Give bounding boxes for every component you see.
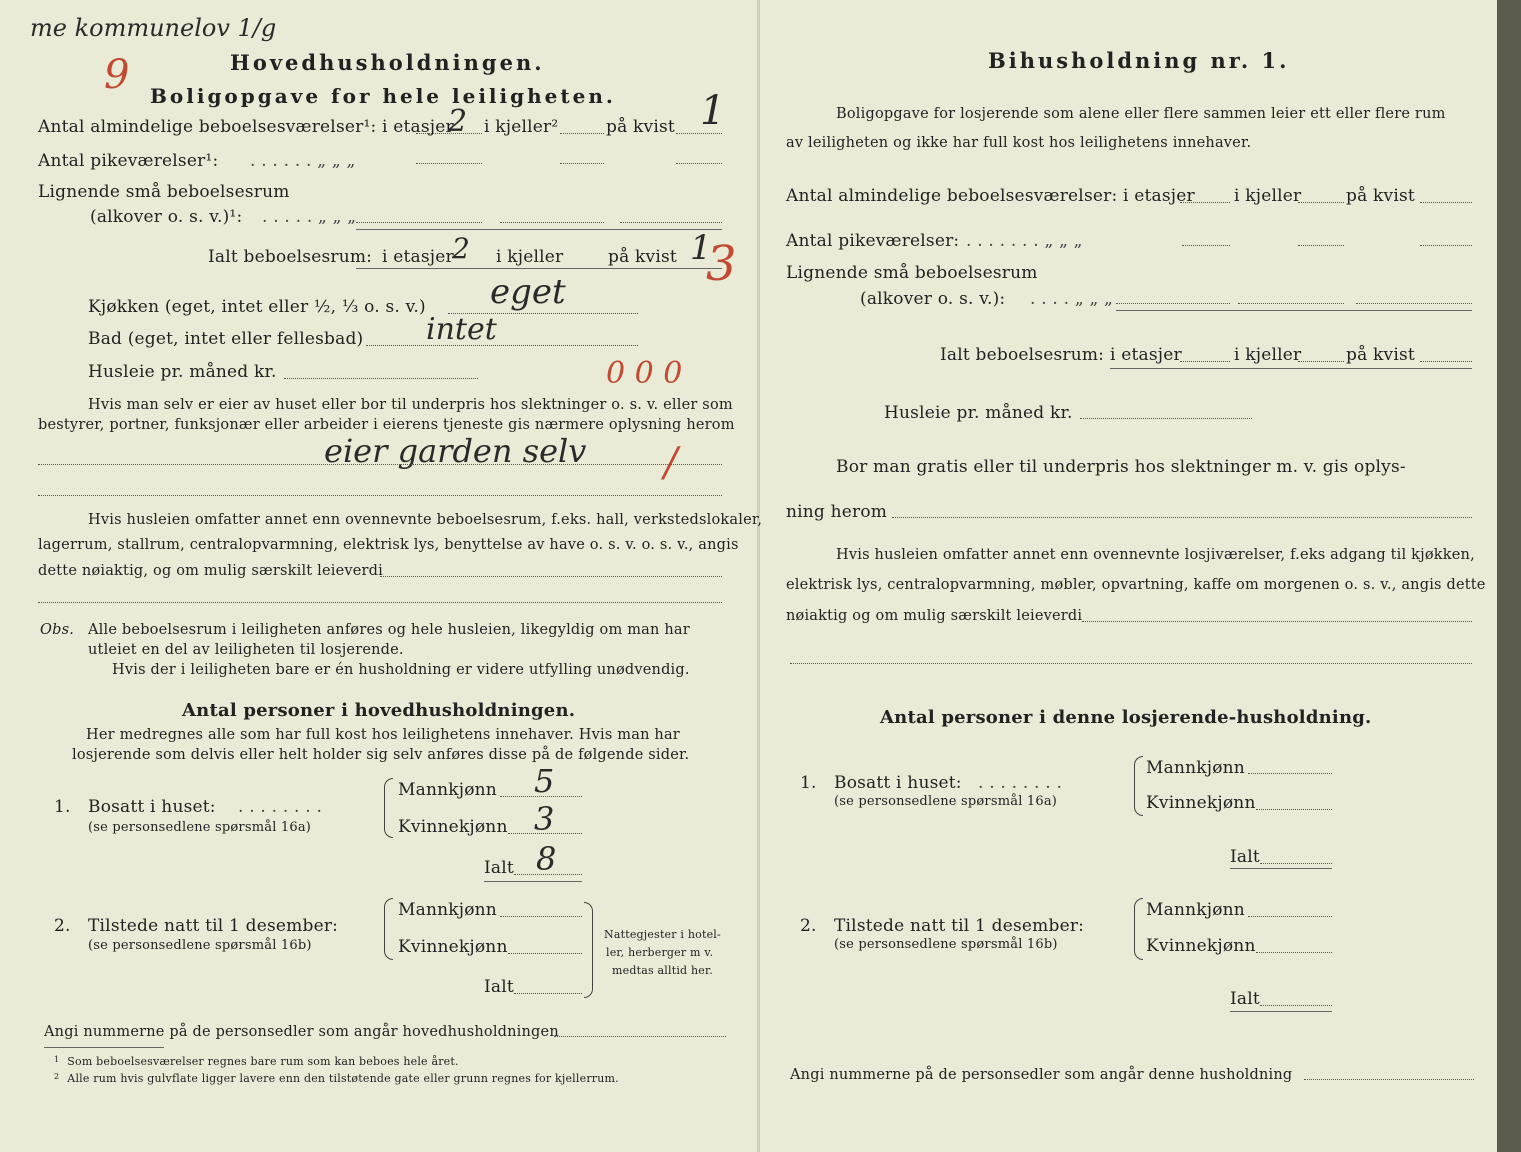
right-q1-sub: (se personsedlene spørsmål 16a) [834,794,1058,809]
dots: . . . . . . „ „ „ [250,151,356,171]
left-ialt-label: Ialt beboelsesrum: [208,247,373,267]
left-eier-field-1[interactable] [38,464,722,465]
left-nattegjester-1: Nattegjester i hotel- [604,928,721,941]
sum-rule [356,229,722,230]
right-q1-ialt-label: Ialt [1230,847,1260,867]
right-q1-mann-field[interactable] [1248,773,1332,774]
right-ialt-kvist-field[interactable] [1420,361,1472,362]
dots: . . . . . . . „ „ „ [966,231,1083,251]
left-eier-text-1: Hvis man selv er eier av huset eller bor til underpris hos slektninger o. s. v. eller som [88,397,733,413]
right-row1-kjeller-field[interactable] [1298,202,1344,203]
right-ialt-etasjer: i etasjer [1110,345,1182,365]
dots: . . . . . . . . [978,773,1063,793]
left-q2-ialt-label: Ialt [484,977,514,997]
right-ialt-kvist: på kvist [1346,345,1415,365]
left-row1-label: Antal almindelige beboelsesværelser¹: i etasjer [38,117,454,137]
right-angi: Angi nummerne på de personsedler som angår denne husholdning [790,1067,1293,1083]
handwritten-note: me kommunelov 1/g [30,14,277,42]
sum-rule [1116,310,1472,311]
handwritten-number: 9 [104,52,130,98]
left-q2-kvinne-label: Kvinnekjønn [398,937,508,957]
right-row1-kjeller: i kjeller [1234,186,1302,206]
left-row2-label: Antal pikeværelser¹: [38,151,219,171]
red-mark: / [664,440,678,486]
right-row3-label-a: Lignende små beboelsesrum [786,263,1038,283]
right-row3-label-b: (alkover o. s. v.): [860,289,1006,309]
right-q2-kvinne-field[interactable] [1256,952,1332,953]
left-obs-3: Hvis der i leiligheten bare er én husholdning er videre utfylling unødvendig. [112,662,690,678]
dots: . . . . . . . . [238,797,323,817]
right-q1-num: 1. [800,773,817,793]
left-bad-field[interactable] [366,345,638,346]
right-intro-1: Boligopgave for losjerende som alene eller flere sammen leier ett eller flere rum [836,106,1446,122]
left-footnote-2: $^2$ Alle rum hvis gulvflate ligger lavere enn den tilstøtende gate eller grunn regnes for kjellerrum. [54,1072,619,1085]
right-row3-kvist-field[interactable] [1356,303,1472,304]
right-gratis-2: ning herom [786,502,888,522]
left-nattegjester-2: ler, herberger m v. [606,946,714,959]
right-q2-kvinne-label: Kvinnekjønn [1146,936,1256,956]
left-obs-2: utleiet en del av leiligheten til losjerende. [88,642,404,658]
left-row1-etasjer-value: 2 [448,104,468,139]
left-husleie-field[interactable] [284,378,478,379]
left-row2-kvist-field[interactable] [676,163,722,164]
right-row2-kvist-field[interactable] [1420,245,1472,246]
right-omfatter-2: elektrisk lys, centralopvarmning, møbler, opvartning, kaffe om morgenen o. s. v., angis dette [786,577,1486,593]
left-husleie-label: Husleie pr. måned kr. [88,362,277,382]
right-row1-etasjer-field[interactable] [1180,202,1230,203]
left-omfatter-1: Hvis husleien omfatter annet enn ovennevnte beboelsesrum, f.eks. hall, verkstedslokaler, [88,512,763,528]
scan-edge [1497,0,1521,1152]
left-eier-value: eier garden selv [324,432,587,470]
ialt-underline [1110,368,1472,369]
right-row3-etasjer-field[interactable] [1116,303,1230,304]
left-angi-field[interactable] [554,1036,726,1037]
right-ialt-etasjer-field[interactable] [1180,361,1230,362]
left-q1-kvinne-value: 3 [534,800,555,838]
left-q2-mann-label: Mannkjønn [398,900,497,920]
left-q2-num: 2. [54,916,71,936]
left-persons-1: Her medregnes alle som har full kost hos leilighetens innehaver. Hvis man har [86,727,680,743]
right-omfatter-3: nøiaktig og om mulig særskilt leieverdi [786,608,1083,624]
right-q2-label: Tilstede natt til 1 desember: [834,916,1085,936]
left-husleie-value: 0 0 0 [606,356,683,391]
rule [1230,868,1332,869]
left-row1-kvist-value: 1 [700,88,726,134]
rule [1230,1011,1332,1012]
right-row1-kvist-field[interactable] [1420,202,1472,203]
left-row3-kjeller-field[interactable] [500,222,604,223]
left-q2-kvinne-field[interactable] [508,953,582,954]
ialt-underline [356,268,722,269]
right-q2-ialt-field[interactable] [1260,1005,1332,1006]
left-row1-kjeller-field[interactable] [560,133,604,134]
right-q2-num: 2. [800,916,817,936]
right-row2-label: Antal pikeværelser: [786,231,960,251]
left-persons-title: Antal personer i hovedhusholdningen. [182,700,576,721]
right-row3-kjeller-field[interactable] [1238,303,1344,304]
left-ialt-red-correction: 3 [706,236,737,292]
right-omfatter-field-1[interactable] [1082,621,1472,622]
left-kjokken-label: Kjøkken (eget, intet eller ½, ⅓ o. s. v.) [88,297,426,317]
left-q1-label: Bosatt i huset: [88,797,216,817]
left-omfatter-3: dette nøiaktig, og om mulig særskilt leieverdi [38,563,383,579]
left-bad-label: Bad (eget, intet eller fellesbad) [88,329,364,349]
right-q2-ialt-label: Ialt [1230,989,1260,1009]
right-q1-kvinne-field[interactable] [1256,809,1332,810]
left-omfatter-field-1[interactable] [380,576,722,577]
left-ialt-kvist-value: 1 [690,228,712,268]
right-q2-sub: (se personsedlene spørsmål 16b) [834,937,1058,952]
left-row1-kvist-label: på kvist [606,117,675,137]
right-ialt-kjeller: i kjeller [1234,345,1302,365]
right-husleie-label: Husleie pr. måned kr. [884,403,1073,423]
right-q2-mann-field[interactable] [1248,916,1332,917]
left-q1-sub: (se personsedlene spørsmål 16a) [88,820,312,835]
left-row3-label-a: Lignende små beboelsesrum [38,182,290,202]
left-q2-ialt-field[interactable] [514,993,582,994]
right-q1-brace [1134,756,1143,816]
left-bad-value: intet [426,312,497,347]
left-row3-etasjer-field[interactable] [356,222,482,223]
right-title: Bihusholdning nr. 1. [988,48,1290,73]
right-gratis-1: Bor man gratis eller til underpris hos slektninger m. v. gis oplys- [836,457,1406,477]
right-ialt-kjeller-field[interactable] [1298,361,1344,362]
left-q1-mann-value: 5 [534,762,555,800]
left-ialt-etasjer-value: 2 [452,232,470,265]
left-q2-brace [384,898,393,960]
left-row2-etasjer-field[interactable] [416,163,482,164]
right-q1-mann-label: Mannkjønn [1146,758,1245,778]
left-q1-mann-label: Mannkjønn [398,780,497,800]
right-omfatter-1: Hvis husleien omfatter annet enn ovennevnte losjiværelser, f.eks adgang til kjøkken, [836,547,1475,563]
left-kjokken-value: eget [490,272,566,312]
right-row2-etasjer-field[interactable] [1182,245,1230,246]
right-persons-title: Antal personer i denne losjerende-husholdning. [880,707,1372,728]
dots: . . . . „ „ „ [1030,289,1114,309]
left-ialt-kjeller: i kjeller [496,247,564,267]
page-fold [757,0,760,1152]
left-q1-kvinne-label: Kvinnekjønn [398,817,508,837]
left-row3-label-b: (alkover o. s. v.)¹: [90,207,243,227]
right-ialt-label: Ialt beboelsesrum: [940,345,1105,365]
left-q1-ialt-label: Ialt [484,858,514,878]
left-q2-mann-field[interactable] [500,916,582,917]
left-q1-brace [384,778,393,838]
right-q1-ialt-field[interactable] [1260,863,1332,864]
right-q1-kvinne-label: Kvinnekjønn [1146,793,1256,813]
left-obs-label: Obs. [40,622,75,638]
left-q1-num: 1. [54,797,71,817]
left-row3-kvist-field[interactable] [620,222,722,223]
right-intro-2: av leiligheten og ikke har full kost hos leilighetens innehaver. [786,135,1252,151]
left-eier-text-2: bestyrer, portner, funksjonær eller arbeider i eierens tjeneste gis nærmere oplysning herom [38,417,735,433]
left-persons-2: losjerende som delvis eller helt holder sig selv anføres disse på de følgende sider. [72,747,690,763]
rule [484,881,582,882]
right-q2-brace [1134,898,1143,960]
left-obs-1: Alle beboelsesrum i leiligheten anføres og hele husleien, likegyldig om man har [88,622,690,638]
left-row2-kjeller-field[interactable] [560,163,604,164]
right-angi-field[interactable] [1304,1079,1474,1080]
right-husleie-field[interactable] [1080,418,1252,419]
right-row1-kvist: på kvist [1346,186,1415,206]
right-q2-mann-label: Mannkjønn [1146,900,1245,920]
footnote-rule [44,1047,164,1048]
left-ialt-kvist: på kvist [608,247,677,267]
dots: . . . . . „ „ „ [262,207,357,227]
left-nattegjester-3: medtas alltid her. [612,964,713,977]
left-ialt-etasjer: i etasjer [382,247,454,267]
right-row1-label: Antal almindelige beboelsesværelser: i etasjer [786,186,1195,206]
left-subtitle: Boligopgave for hele leiligheten. [150,84,616,108]
right-q1-label: Bosatt i huset: [834,773,962,793]
left-eier-field-2[interactable] [38,495,722,496]
left-title: Hovedhusholdningen. [230,50,545,75]
right-row2-kjeller-field[interactable] [1298,245,1344,246]
left-omfatter-field-2[interactable] [38,602,722,603]
left-footnote-1: $^1$ Som beboelsesværelser regnes bare rum som kan beboes hele året. [54,1055,459,1068]
left-q2-sub: (se personsedlene spørsmål 16b) [88,938,312,953]
left-row1-kjeller-label: i kjeller² [484,117,559,137]
left-q2-rbrace [584,902,593,998]
left-angi: Angi nummerne på de personsedler som angår hovedhusholdningen [44,1024,559,1040]
left-omfatter-2: lagerrum, stallrum, centralopvarmning, elektrisk lys, benyttelse av have o. s. v. o. s. v., angis [38,537,739,553]
left-q1-ialt-value: 8 [536,840,557,878]
right-gratis-field[interactable] [892,517,1472,518]
right-omfatter-field-2[interactable] [790,663,1472,664]
left-q2-label: Tilstede natt til 1 desember: [88,916,339,936]
